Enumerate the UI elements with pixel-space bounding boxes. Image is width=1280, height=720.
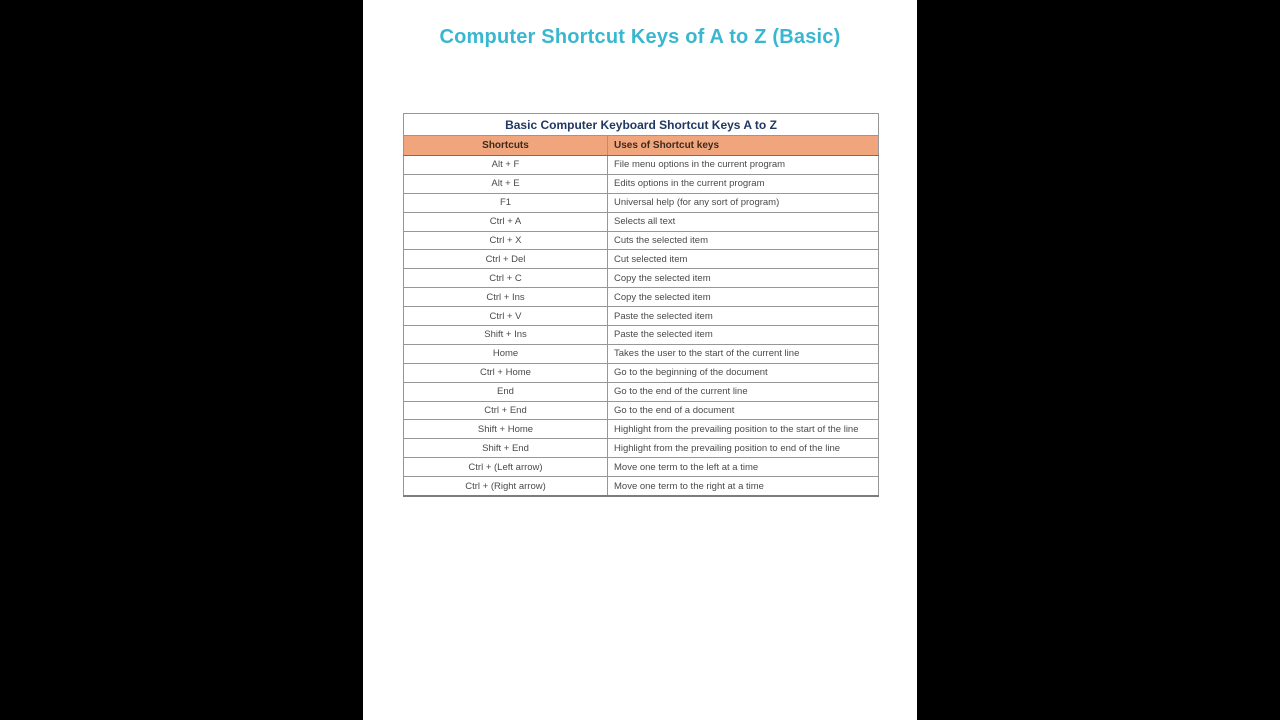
- table-row: [404, 288, 879, 307]
- table-row: [404, 344, 879, 363]
- table-row: [404, 382, 879, 401]
- use-cell: Go to the end of the current line: [608, 382, 879, 401]
- use-cell: Move one term to the right at a time: [608, 477, 879, 496]
- table-title: Basic Computer Keyboard Shortcut Keys A to Z: [404, 114, 879, 136]
- shortcut-cell: Ctrl + (Right arrow): [404, 477, 608, 496]
- table-row: [404, 212, 879, 231]
- shortcut-cell: Ctrl + C: [404, 269, 608, 288]
- table-row: [404, 439, 879, 458]
- table-title-row: [404, 114, 879, 136]
- table-row: [404, 363, 879, 382]
- shortcut-cell: Home: [404, 344, 608, 363]
- shortcut-cell: Ctrl + V: [404, 307, 608, 326]
- shortcut-cell: Ctrl + A: [404, 212, 608, 231]
- shortcut-cell: Shift + Ins: [404, 326, 608, 345]
- use-cell: Takes the user to the start of the current line: [608, 344, 879, 363]
- use-cell: Highlight from the prevailing position to end of the line: [608, 439, 879, 458]
- shortcut-table: [403, 113, 879, 497]
- use-cell: Go to the end of a document: [608, 401, 879, 420]
- table-row: [404, 307, 879, 326]
- shortcut-cell: Alt + E: [404, 174, 608, 193]
- shortcut-cell: F1: [404, 193, 608, 212]
- table-row: [404, 156, 879, 175]
- use-cell: Copy the selected item: [608, 269, 879, 288]
- table-row: [404, 269, 879, 288]
- shortcut-cell: Ctrl + Del: [404, 250, 608, 269]
- use-cell: File menu options in the current program: [608, 156, 879, 175]
- shortcut-table-body: [404, 114, 879, 497]
- shortcut-cell: Ctrl + End: [404, 401, 608, 420]
- document-page: [363, 0, 917, 720]
- table-header-row: [404, 136, 879, 156]
- table-row: [404, 193, 879, 212]
- table-row: [404, 401, 879, 420]
- use-cell: Selects all text: [608, 212, 879, 231]
- column-header-shortcuts: Shortcuts: [404, 136, 608, 156]
- table-row: [404, 250, 879, 269]
- table-row: [404, 326, 879, 345]
- use-cell: Copy the selected item: [608, 288, 879, 307]
- table-row: [404, 477, 879, 496]
- table-row: [404, 458, 879, 477]
- shortcut-cell: Ctrl + Home: [404, 363, 608, 382]
- shortcut-table-container: [403, 113, 878, 497]
- column-header-uses: Uses of Shortcut keys: [608, 136, 879, 156]
- shortcut-cell: Ctrl + (Left arrow): [404, 458, 608, 477]
- table-row: [404, 231, 879, 250]
- table-row: [404, 174, 879, 193]
- use-cell: Cuts the selected item: [608, 231, 879, 250]
- shortcut-cell: Ctrl + Ins: [404, 288, 608, 307]
- shortcut-cell: Alt + F: [404, 156, 608, 175]
- use-cell: Highlight from the prevailing position to the start of the line: [608, 420, 879, 439]
- shortcut-cell: End: [404, 382, 608, 401]
- use-cell: Paste the selected item: [608, 326, 879, 345]
- page-title: Computer Shortcut Keys of A to Z (Basic): [439, 26, 841, 48]
- use-cell: Go to the beginning of the document: [608, 363, 879, 382]
- table-row: [404, 420, 879, 439]
- shortcut-cell: Shift + End: [404, 439, 608, 458]
- use-cell: Cut selected item: [608, 250, 879, 269]
- use-cell: Edits options in the current program: [608, 174, 879, 193]
- shortcut-cell: Ctrl + X: [404, 231, 608, 250]
- shortcut-cell: Shift + Home: [404, 420, 608, 439]
- use-cell: Paste the selected item: [608, 307, 879, 326]
- use-cell: Move one term to the left at a time: [608, 458, 879, 477]
- use-cell: Universal help (for any sort of program): [608, 193, 879, 212]
